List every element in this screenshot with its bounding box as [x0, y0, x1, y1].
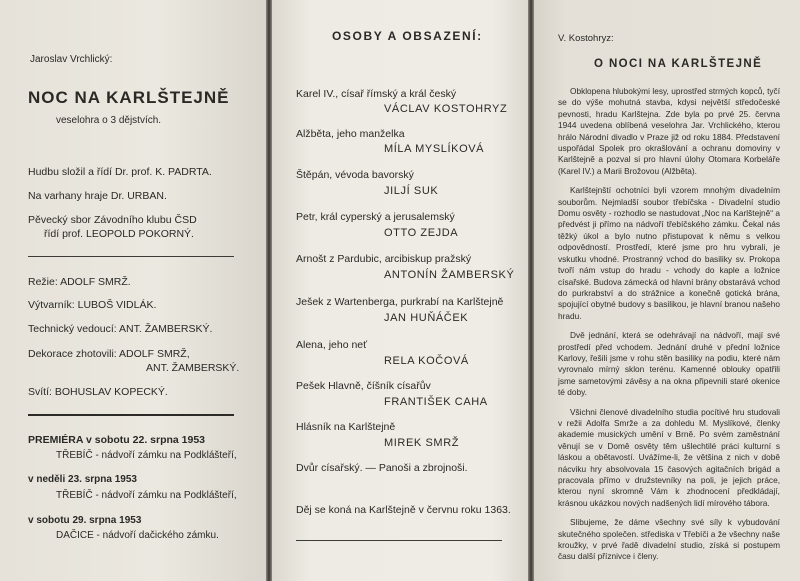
premiere-label: PREMIÉRA — [28, 434, 84, 446]
article-paragraph: Dvě jednání, která se odehrávají na nádvoří, mají své prostředí před vchodem. Jednání druhé v přední ložnice Karlovy, řešili jsme v rohu stěn basiliky na podiu, které nám vyrovnalo mírný sklon terénu. Kamenné oblouky opatřili jsme sametovými závěsy a na okna připevnili staré okenice té doby. — [558, 330, 780, 398]
lighting-credit: Svítí: BOHUSLAV KOPECKÝ. — [28, 386, 168, 398]
cast-heading: OSOBY A OBSAZENÍ: — [332, 29, 483, 43]
cast-role: Pešek Hlavně, číšník císařův — [296, 380, 431, 392]
premiere-date: v sobotu 22. srpna 1953 — [85, 434, 206, 446]
article-body — [558, 86, 780, 571]
cast-role: Ješek z Wartenberga, purkrabí na Karlštejně — [296, 296, 504, 308]
play-subtitle: veselohra o 3 dějstvích. — [56, 115, 162, 126]
setting-line: Děj se koná na Karlštejně v červnu roku 1363. — [296, 504, 511, 516]
music-credit: Hudbu složil a řídí Dr. prof. K. PADRTA. — [28, 166, 212, 178]
cast-actor: ANTONÍN ŽAMBERSKÝ — [384, 269, 515, 281]
cast-actor: MIREK SMRŽ — [384, 437, 460, 449]
article-title: O NOCI NA KARLŠTEJNĚ — [594, 58, 763, 70]
technical-credit: Technický vedoucí: ANT. ŽAMBERSKÝ. — [28, 323, 213, 335]
organ-credit: Na varhany hraje Dr. URBAN. — [28, 190, 167, 202]
cast-page — [272, 0, 530, 581]
cast-role: Arnošt z Pardubic, arcibiskup pražský — [296, 253, 472, 265]
premiere-place: TŘEBÍČ - nádvoří zámku na Podklášteří, — [56, 450, 237, 461]
cast-actor: FRANTIŠEK CAHA — [384, 396, 488, 408]
decor-credit: Dekorace zhotovili: ADOLF SMRŽ, — [28, 348, 190, 360]
performance-2-place: TŘEBÍČ - nádvoří zámku na Podklášteří, — [56, 490, 237, 501]
director-credit: Režie: ADOLF SMRŽ. — [28, 276, 131, 288]
performance-3-date: v sobotu 29. srpna 1953 — [28, 515, 142, 526]
article-paragraph: Obklopena hlubokými lesy, uprostřed strmých kopců, tyčí se do výše mohutná stavba, kdysi největší středočeské pevnosti, hradu Karlštejna. Zde byla po prvé 25. června 1944 uvedena oblíbená veselohra Jar. Vrchlického, kterou hrálo Národní divadlo v Praze již od roku 1884. Představení uspořádal Spolek pro okrašlování a ochranu domoviny v Karlštejně a pozval si pro hlavní úlohy Otomara Korbeláře (Karel IV.) a Marii Brožovou (Alžběta). — [558, 86, 780, 176]
decor-credit-second: ANT. ŽAMBERSKÝ. — [146, 362, 240, 374]
divider — [296, 540, 502, 541]
divider-thick — [28, 414, 234, 416]
artist-credit: Výtvarník: LUBOŠ VIDLÁK. — [28, 299, 157, 311]
cast-role: Hlásník na Karlštejně — [296, 421, 396, 433]
choir-leader-credit: řídí prof. LEOPOLD POKORNÝ. — [44, 228, 194, 240]
cast-actor: RELA KOČOVÁ — [384, 355, 469, 367]
divider — [28, 256, 234, 257]
choir-credit: Pěvecký sbor Závodního klubu ČSD — [28, 214, 197, 226]
cast-role: Alena, jeho neť — [296, 339, 368, 351]
left-page — [0, 0, 268, 581]
cast-actor: OTTO ZEJDA — [384, 227, 459, 239]
cast-actor: JILJÍ SUK — [384, 185, 439, 197]
performance-3-place: DAČICE - nádvoří dačického zámku. — [56, 530, 219, 541]
performance-2-date: v neděli 23. srpna 1953 — [28, 474, 137, 485]
article-paragraph: Všichni členové divadelního studia pocítivé hru studovali v režii Adolfa Smrže a za dohledu M. Myslíkové, členky akademie musických umění v Brně. Po svém zaměstnání věnují se v Domě osvěty těm ušlechtilé práci kulturní s láskou a obětavostí. Uvážíme-li, že většina z nich v době nácviku hry absolvovala 15 časových agitačních brigád a pracovala přímo v družstevníky na poli, je jejich práce, kterou nyní skromně Vám k zhodnocení předkládají, krásnou ukázkou nových nadšených lidí mírového tábora. — [558, 406, 780, 508]
cast-role: Alžběta, jeho manželka — [296, 128, 405, 140]
cast-role: Karel IV., císař římský a král český — [296, 88, 457, 100]
cast-actor: JAN HUŇÁČEK — [384, 312, 469, 324]
article-page — [534, 0, 800, 581]
cast-role: Štěpán, vévoda bavorský — [296, 169, 414, 181]
cast-actor: MÍLA MYSLÍKOVÁ — [384, 143, 485, 155]
article-author: V. Kostohryz: — [558, 33, 614, 44]
article-paragraph: Slibujeme, že dáme všechny své síly k vybudování skutečného společen. střediska v Třebíči a že všechny naše kroužky, v prvé řadě divadelní studio, získá si postupem času další příznivce i členy. — [558, 517, 780, 562]
play-title: NOC NA KARLŠTEJNĚ — [28, 88, 230, 107]
cast-actor: VÁCLAV KOSTOHRYZ — [384, 103, 508, 115]
cast-role: Petr, král cyperský a jerusalemský — [296, 211, 455, 223]
article-paragraph: Karlštejnští ochotníci byli vzorem mnohým divadelním souborům. Nejmladší soubor třebíčska - Divadelní studio Domu osvěty - rozhodlo se nastudovat „Noc na Karlštejně“ a předvést ji přímo na nádvoří třebíčského zámku. Čekal nás těžký úkol a bylo nutno přistupovat k němu s velkou odpovědností. Prostředí, které jsme pro hru vybrali, je vskutku vhodné. Prostranný vchod do basiliky sv. Prokopa tvoří nám vstup do hradu - vchody do kaple a ložnice císařské. Budova zámecká od hlavní brány obstarává vchod do purkrabství a do strážnice a konečně gotická brána, spojující obytné budovy s basilikou, je hlavní branou našeho hradu. — [558, 185, 780, 321]
author-name: Jaroslav Vrchlický: — [30, 54, 113, 65]
extras-line: Dvůr císařský. — Panoši a zbrojnoši. — [296, 462, 468, 474]
premiere-line — [28, 434, 205, 446]
